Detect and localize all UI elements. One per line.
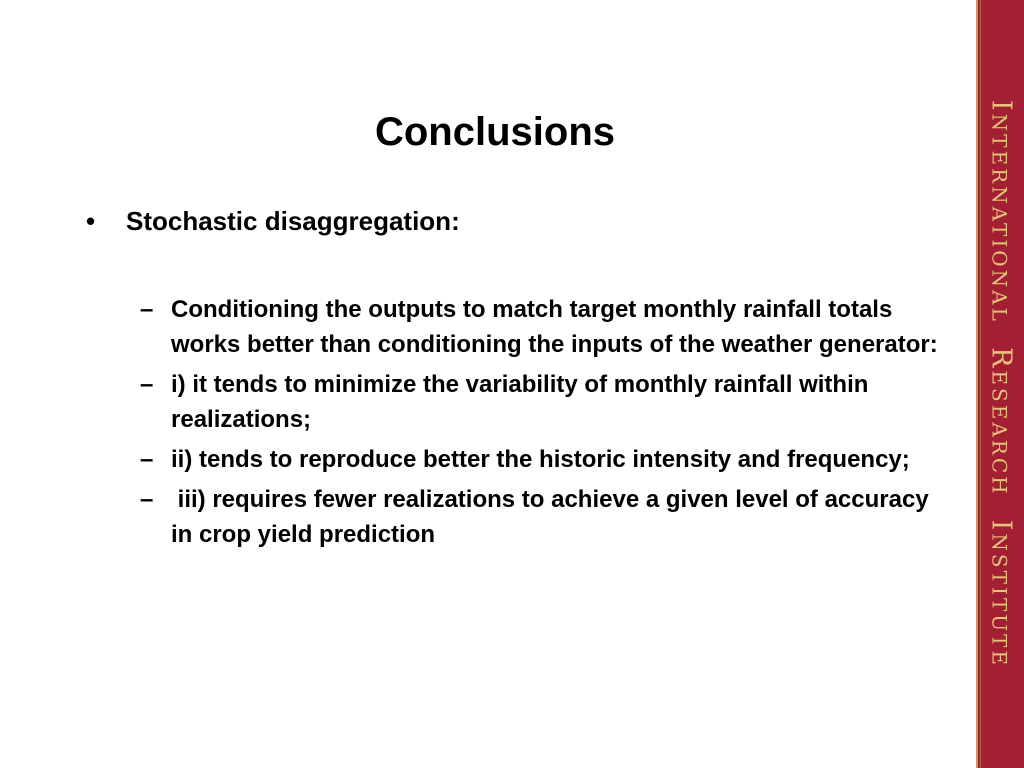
sub-bullet: [140, 367, 940, 437]
dash-mark: –: [140, 371, 154, 398]
institute-logo-text: INTERNATIONAL RESEARCH INSTITUTE: [985, 100, 1017, 668]
sub-bullet: [140, 482, 940, 552]
sub-bullet: [140, 292, 940, 362]
sub-bullet-list: [140, 292, 940, 557]
sub-bullet-text: i) it tends to minimize the variability of monthly rainfall within realizations;: [171, 371, 876, 433]
bullet-text: Stochastic disaggregation:: [126, 206, 460, 236]
dash-mark: –: [140, 486, 154, 513]
sub-bullet-text: iii) requires fewer realizations to achieve a given level of accuracy in crop yield prediction: [171, 486, 936, 548]
sub-bullet-text: ii) tends to reproduce better the historic intensity and frequency;: [171, 446, 910, 473]
slide-title: Conclusions: [374, 110, 616, 154]
sub-bullet: [140, 442, 940, 477]
dash-mark: –: [140, 446, 154, 473]
institute-logo-band: [976, 0, 1024, 768]
dash-mark: –: [140, 296, 154, 323]
sub-bullet-text: Conditioning the outputs to match target monthly rainfall totals works better than conditioning the inputs of the weather generator:: [171, 296, 938, 358]
bullet-mark: •: [86, 206, 96, 236]
